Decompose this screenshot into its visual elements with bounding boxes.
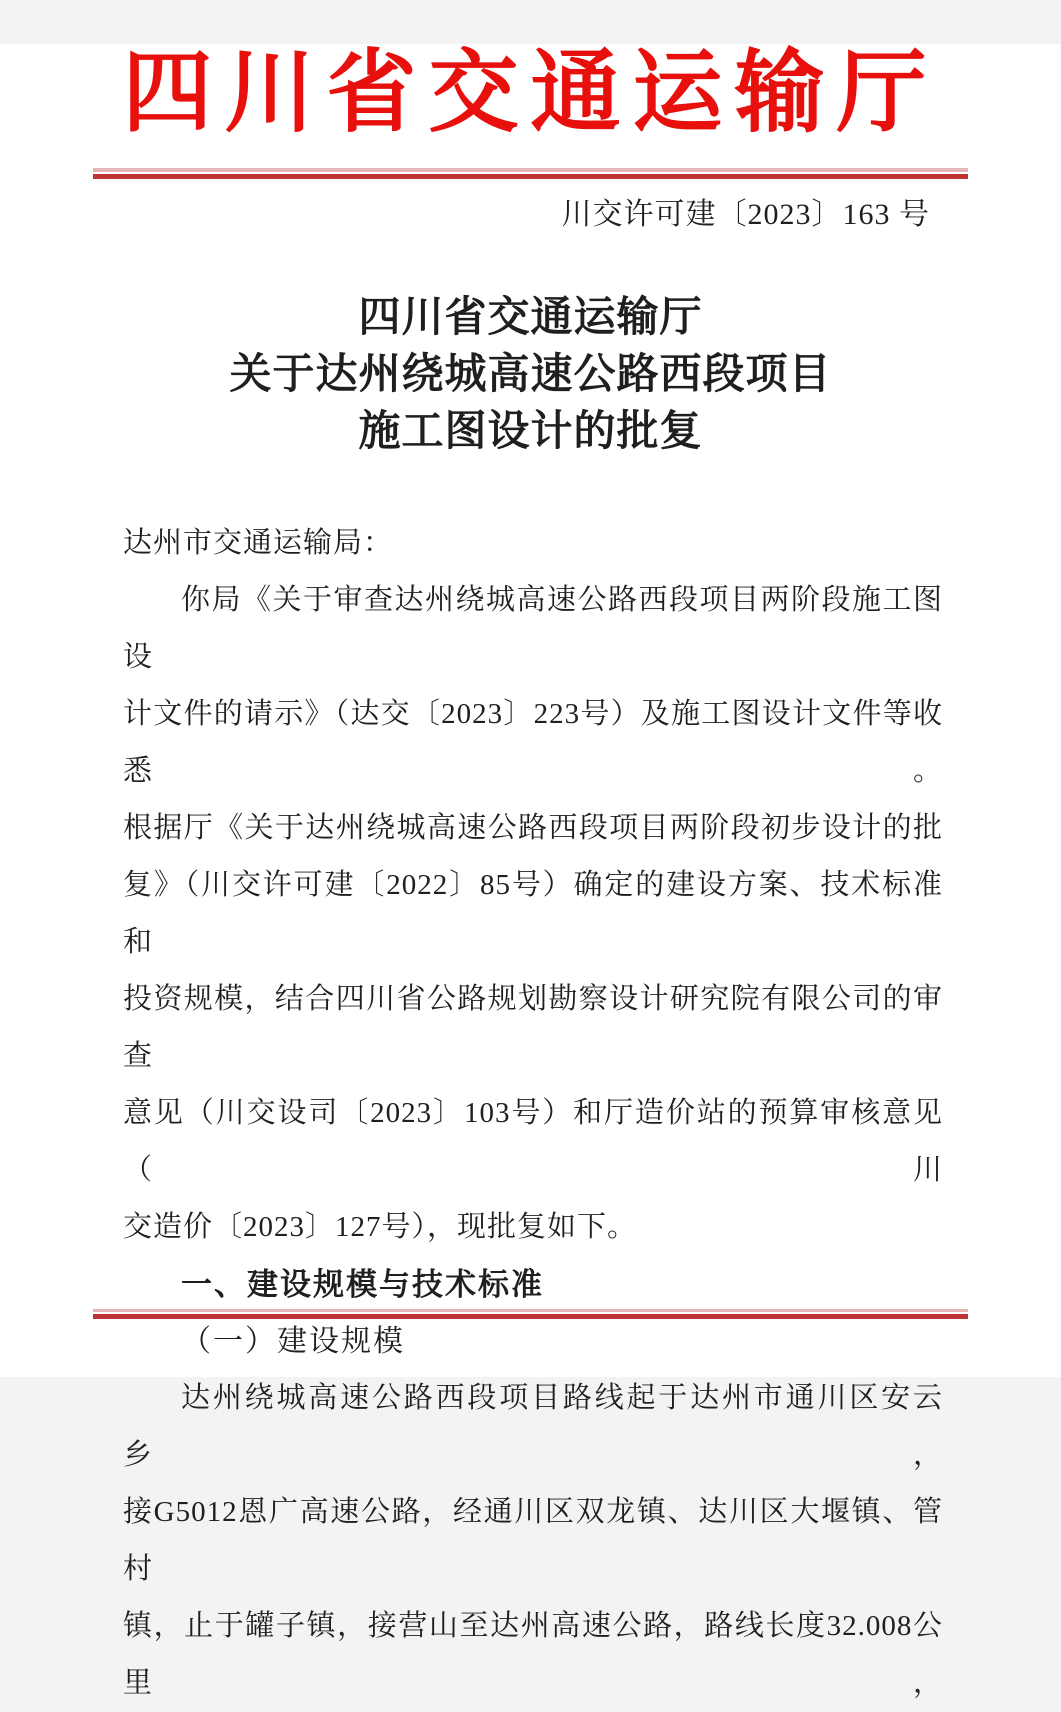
body-line: 你局《关于审查达州绕城高速公路西段项目两阶段施工图设 bbox=[123, 584, 943, 673]
body-line: 意见（川交设司〔2023〕103号）和厅造价站的预算审核意见（川 bbox=[123, 1097, 943, 1186]
body-line: 镇，止于罐子镇，接营山至达州高速公路，路线长度32.008公里， bbox=[123, 1610, 943, 1699]
divider-thick-line bbox=[93, 174, 968, 179]
title-line-1: 四川省交通运输厅 bbox=[358, 295, 703, 341]
footer-divider bbox=[93, 1309, 968, 1319]
salutation: 达州市交通运输局： bbox=[123, 527, 394, 559]
letterhead-divider bbox=[93, 168, 968, 179]
body-line: 达州绕城高速公路西段项目路线起于达州市通川区安云乡， bbox=[123, 1382, 943, 1471]
body-line: 接G5012恩广高速公路，经通川区双龙镇、达川区大堰镇、管村 bbox=[123, 1496, 943, 1585]
body-line: 复》（川交许可建〔2022〕85号）确定的建设方案、技术标准和 bbox=[123, 869, 943, 958]
document-number: 川交许可建〔2023〕163 号 bbox=[561, 198, 930, 231]
subsection-heading-1-1: （一）建设规模 bbox=[181, 1325, 405, 1358]
body-line: 计文件的请示》（达交〔2023〕223号）及施工图设计文件等收悉。 bbox=[123, 698, 943, 787]
section-heading-1: 一、建设规模与技术标准 bbox=[181, 1267, 544, 1302]
divider-thick-line bbox=[93, 1314, 968, 1319]
body-line: 根据厅《关于达州绕城高速公路西段项目两阶段初步设计的批 bbox=[123, 812, 943, 844]
body-line: 投资规模，结合四川省公路规划勘察设计研究院有限公司的审查 bbox=[123, 983, 943, 1072]
document-title bbox=[0, 290, 1061, 461]
letterhead-agency-name: 四川省交通运输厅 bbox=[122, 44, 939, 143]
title-line-2: 关于达州绕城高速公路西段项目 bbox=[229, 352, 832, 398]
document-body bbox=[123, 515, 943, 1712]
title-line-3: 施工图设计的批复 bbox=[358, 409, 703, 455]
body-line: 交造价〔2023〕127号），现批复如下。 bbox=[123, 1211, 638, 1243]
document-page bbox=[0, 44, 1061, 1699]
